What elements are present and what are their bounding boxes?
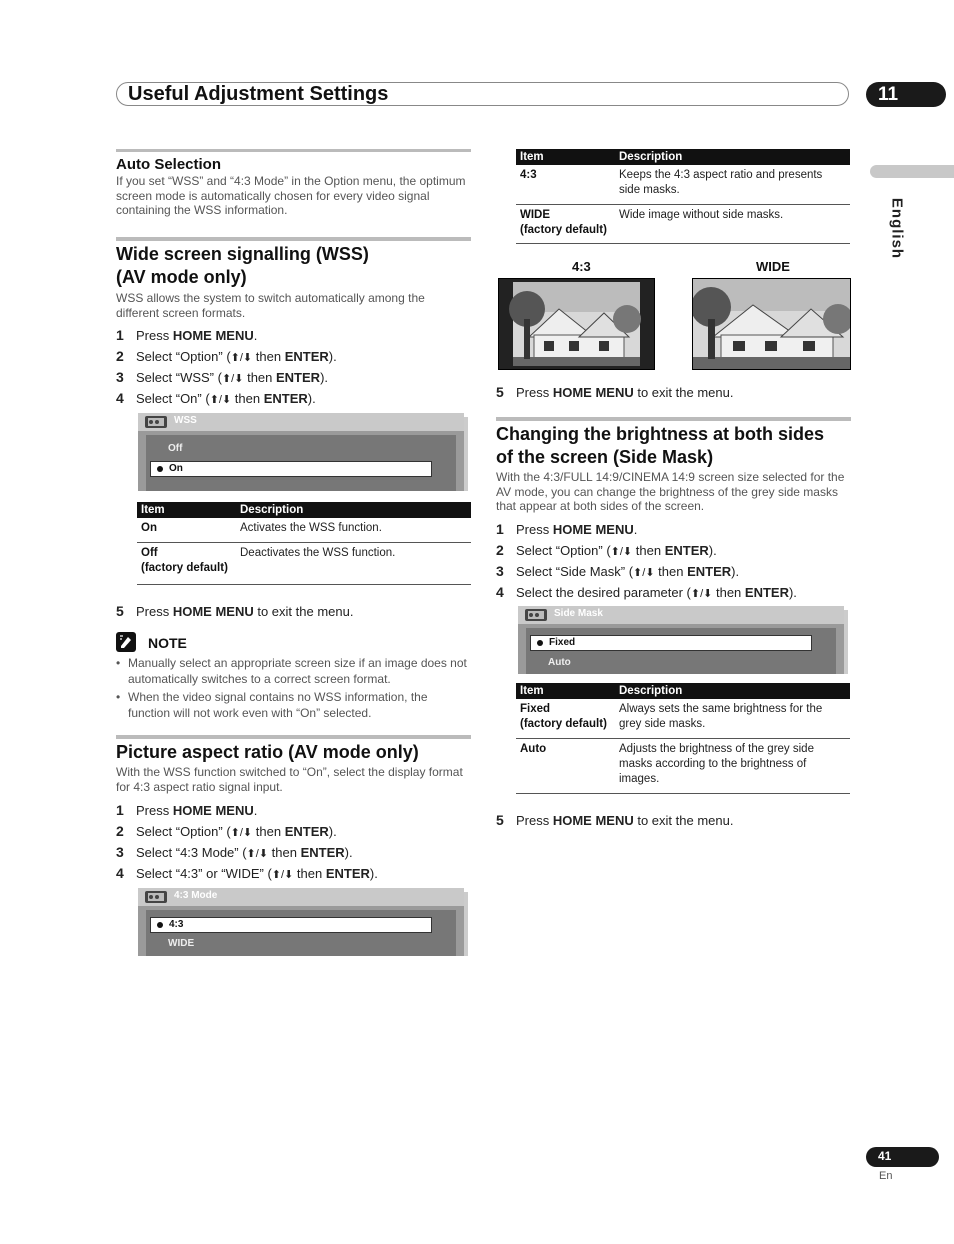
sidemask-heading-line2: of the screen (Side Mask) xyxy=(496,447,714,467)
table-item: Off xyxy=(141,547,158,559)
table-header-item: Item xyxy=(137,502,236,518)
step-text-part: ). xyxy=(320,370,329,385)
page-number: 41 xyxy=(878,1149,892,1163)
table-desc: Keeps the 4:3 aspect ratio and presents side masks. xyxy=(615,165,850,205)
step-text-part: ). xyxy=(708,543,717,558)
arrow-up-down-icon: ⬆/⬇ xyxy=(209,394,232,406)
menu-title: WSS xyxy=(174,415,197,426)
step-key: ENTER xyxy=(284,349,329,364)
step-key: HOME MENU xyxy=(172,328,254,343)
table-row xyxy=(516,165,850,205)
selected-dot-icon xyxy=(537,640,543,646)
section-rule xyxy=(116,735,471,739)
aspect-heading: Picture aspect ratio (AV mode only) xyxy=(116,742,419,762)
wss-table xyxy=(137,502,471,585)
menu-title-bar xyxy=(138,413,464,431)
step-text-part: Press xyxy=(516,813,553,828)
step-key: HOME MENU xyxy=(552,813,634,828)
chapter-number: 11 xyxy=(878,84,899,105)
wss-heading-line2: (AV mode only) xyxy=(116,267,247,287)
step-text-part: Select “Option” ( xyxy=(136,824,231,839)
menu-body xyxy=(526,628,836,674)
table-header-description: Description xyxy=(236,502,471,518)
table-desc: Activates the WSS function. xyxy=(236,518,471,543)
menu-option-on-selected[interactable] xyxy=(150,461,432,477)
menu-option-43-selected[interactable] xyxy=(150,917,432,933)
menu-option-label: On xyxy=(169,463,183,474)
step-item xyxy=(116,800,471,821)
step-key: ENTER xyxy=(744,585,789,600)
sidemask-menu xyxy=(518,606,844,674)
step-key: ENTER xyxy=(263,391,308,406)
step-item xyxy=(116,601,471,622)
step-text-part: Select “On” ( xyxy=(136,391,210,406)
tv-icon xyxy=(144,889,168,905)
table-header-item: Item xyxy=(516,683,615,699)
step-key: HOME MENU xyxy=(172,803,254,818)
step-number: 4 xyxy=(116,865,124,881)
image-label-43: 4:3 xyxy=(572,259,591,274)
table-header-description: Description xyxy=(615,683,850,699)
selected-dot-icon xyxy=(157,922,163,928)
menu-body xyxy=(146,910,456,956)
step-text-part: Press xyxy=(136,328,173,343)
wss-menu xyxy=(138,413,464,491)
aspect-steps xyxy=(116,800,471,884)
note-icon xyxy=(116,632,136,652)
arrow-up-down-icon: ⬆/⬇ xyxy=(610,546,633,558)
menu-title-bar xyxy=(518,606,844,624)
menu-shadow xyxy=(464,892,468,956)
table-item-note: (factory default) xyxy=(141,562,228,574)
step-text xyxy=(136,388,316,411)
sidemask-intro: With the 4:3/FULL 14:9/CINEMA 14:9 screen size selected for the AV mode, you can change the brightness of the grey side masks that appear at both sides of the screen. xyxy=(496,470,845,513)
step-item xyxy=(116,863,471,884)
step-number: 2 xyxy=(116,348,124,364)
step-number: 4 xyxy=(496,584,504,600)
step-text-part: Press xyxy=(516,522,553,537)
step-text-part: Select “WSS” ( xyxy=(136,370,222,385)
arrow-up-down-icon: ⬆/⬇ xyxy=(230,352,253,364)
aspect-intro: With the WSS function switched to “On”, select the display format for 4:3 aspect ratio signal input. xyxy=(116,765,463,794)
example-image-43 xyxy=(498,278,655,370)
step-number: 5 xyxy=(496,384,504,400)
section-rule xyxy=(116,149,471,152)
step-text xyxy=(516,382,733,403)
step-item xyxy=(496,810,851,831)
arrow-up-down-icon: ⬆/⬇ xyxy=(633,567,655,579)
menu-option-wide[interactable]: WIDE xyxy=(168,938,195,949)
step-text-part: Press xyxy=(516,385,553,400)
language-label: English xyxy=(888,197,906,260)
step-item xyxy=(496,582,851,603)
step-text-part: ). xyxy=(369,866,378,881)
table-desc: Always sets the same brightness for the grey side masks. xyxy=(615,699,850,739)
step-text-part: Press xyxy=(136,803,173,818)
note-list xyxy=(116,656,471,721)
step-text xyxy=(136,325,257,346)
step-number: 5 xyxy=(496,812,504,828)
step-number: 3 xyxy=(496,563,504,579)
sidemask-heading-line1: Changing the brightness at both sides xyxy=(496,424,825,444)
step-text xyxy=(136,601,353,622)
step-number: 1 xyxy=(116,802,124,818)
table-row xyxy=(516,699,850,739)
arrow-up-down-icon: ⬆/⬇ xyxy=(271,869,294,881)
step-item xyxy=(116,367,471,388)
step-text-part: Select “Side Mask” ( xyxy=(516,564,634,579)
step-text-part: ). xyxy=(731,564,740,579)
step-key: ENTER xyxy=(300,845,345,860)
table-item: WIDE xyxy=(520,209,551,221)
step-text xyxy=(516,540,717,563)
step-number: 1 xyxy=(116,327,124,343)
step-text xyxy=(516,810,733,831)
step-number: 3 xyxy=(116,369,124,385)
step-text-part: . xyxy=(253,328,258,343)
table-header-item: Item xyxy=(516,149,615,165)
step-text xyxy=(516,519,637,540)
menu-title-bar xyxy=(138,888,464,906)
step-text-part: Select “4:3 Mode” ( xyxy=(136,845,247,860)
wss-intro: WSS allows the system to switch automatically among the different screen formats. xyxy=(116,291,425,320)
step-item xyxy=(496,561,851,582)
table-row xyxy=(516,739,850,794)
step-text-part: Press xyxy=(136,604,173,619)
section-rule xyxy=(116,237,471,241)
wss-steps xyxy=(116,325,471,409)
note-item: • When the video signal contains no WSS information, the function will not work even with “On” selected. xyxy=(116,690,428,720)
menu-shadow xyxy=(464,417,468,491)
step-text xyxy=(136,800,257,821)
table-item: 4:3 xyxy=(520,169,537,181)
arrow-up-down-icon: ⬆/⬇ xyxy=(690,588,713,600)
step-text-part: then xyxy=(243,370,276,385)
step-text-part: ). xyxy=(328,824,337,839)
selected-dot-icon xyxy=(157,466,163,472)
auto-selection-body: If you set “WSS” and “4:3 Mode” in the Option menu, the optimum screen mode is automatically chosen for every video signal containing the WSS information. xyxy=(116,174,466,217)
sidemask-table xyxy=(516,683,850,794)
step-item xyxy=(116,325,471,346)
sidemask-steps xyxy=(496,519,851,603)
step-key: HOME MENU xyxy=(552,385,634,400)
table-desc: Deactivates the WSS function. xyxy=(236,543,471,585)
table-row xyxy=(516,205,850,244)
step-item xyxy=(116,842,471,863)
aspect-step-5 xyxy=(496,382,851,403)
table-item: Fixed xyxy=(520,703,551,715)
example-image-wide xyxy=(692,278,851,370)
step-item xyxy=(496,382,851,403)
menu-option-label: Fixed xyxy=(549,637,576,648)
menu-option-off[interactable]: Off xyxy=(168,443,183,454)
page-number-badge xyxy=(866,1147,939,1167)
step-text-part: ). xyxy=(328,349,337,364)
step-number: 3 xyxy=(116,844,124,860)
note-text: Manually select an appropriate screen size if an image does not automatically switches to a correct screen format. xyxy=(128,656,467,686)
step-number: 2 xyxy=(496,542,504,558)
menu-title: Side Mask xyxy=(554,608,603,619)
step-number: 4 xyxy=(116,390,124,406)
step-text xyxy=(136,346,337,369)
table-desc: Adjusts the brightness of the grey side masks according to the brightness of images. xyxy=(615,739,850,794)
step-text xyxy=(136,863,378,886)
menu-option-auto[interactable]: Auto xyxy=(548,657,571,668)
table-row xyxy=(137,518,471,543)
aspect-table xyxy=(516,149,850,244)
menu-title: 4:3 Mode xyxy=(174,890,218,901)
step-text-part: then xyxy=(654,564,688,579)
sidemask-step-5 xyxy=(496,810,851,831)
step-text xyxy=(136,821,337,844)
step-text xyxy=(516,561,739,584)
step-text-part: then xyxy=(252,349,285,364)
arrow-up-down-icon: ⬆/⬇ xyxy=(230,827,253,839)
step-text-part: Select “Option” ( xyxy=(136,349,231,364)
step-text-part: Select “4:3” or “WIDE” ( xyxy=(136,866,272,881)
table-item-note: (factory default) xyxy=(520,224,607,236)
note-label: NOTE xyxy=(148,635,187,651)
table-item: Auto xyxy=(520,743,547,755)
menu-option-fixed-selected[interactable] xyxy=(530,635,812,651)
step-text-part: then xyxy=(252,824,285,839)
auto-selection-heading: Auto Selection xyxy=(116,156,222,173)
step-item xyxy=(116,388,471,409)
wss-heading xyxy=(116,243,369,289)
table-header-description: Description xyxy=(615,149,850,165)
step-key: HOME MENU xyxy=(172,604,254,619)
page-title: Useful Adjustment Settings xyxy=(128,83,389,105)
step-text-part: then xyxy=(632,543,665,558)
step-key: ENTER xyxy=(687,564,732,579)
image-label-wide: WIDE xyxy=(756,259,790,274)
step-text-part: . xyxy=(633,522,638,537)
step-text-part: . xyxy=(253,803,258,818)
page-language: En xyxy=(879,1170,893,1182)
note-item: • Manually select an appropriate screen size if an image does not automatically switches to a correct screen format. xyxy=(116,656,467,686)
step-item xyxy=(116,821,471,842)
step-number: 5 xyxy=(116,603,124,619)
step-number: 1 xyxy=(496,521,504,537)
menu-shadow xyxy=(844,610,848,674)
step-item xyxy=(496,519,851,540)
step-text xyxy=(136,367,328,390)
step-text-part: Select the desired parameter ( xyxy=(516,585,691,600)
step-text-part: to exit the menu. xyxy=(633,813,734,828)
wss-step-5 xyxy=(116,601,471,622)
step-text-part: to exit the menu. xyxy=(253,604,354,619)
step-key: HOME MENU xyxy=(552,522,634,537)
step-text-part: ). xyxy=(344,845,353,860)
step-text-part: then xyxy=(231,391,264,406)
step-key: ENTER xyxy=(284,824,329,839)
step-text xyxy=(136,842,353,865)
step-key: ENTER xyxy=(325,866,370,881)
step-key: ENTER xyxy=(664,543,709,558)
table-desc: Wide image without side masks. xyxy=(615,205,850,244)
table-item-note: (factory default) xyxy=(520,718,607,730)
tv-icon xyxy=(524,607,548,623)
arrow-up-down-icon: ⬆/⬇ xyxy=(246,848,269,860)
step-number: 2 xyxy=(116,823,124,839)
note-text: When the video signal contains no WSS information, the function will not work even with “On” selected. xyxy=(128,690,428,720)
sidemask-heading xyxy=(496,423,824,469)
menu-option-label: 4:3 xyxy=(169,919,184,930)
step-text xyxy=(516,582,797,605)
aspect-menu xyxy=(138,888,464,956)
tv-icon xyxy=(144,414,168,430)
menu-body xyxy=(146,435,456,491)
section-rule xyxy=(496,417,851,421)
arrow-up-down-icon: ⬆/⬇ xyxy=(221,373,244,385)
step-text-part: Select “Option” ( xyxy=(516,543,611,558)
step-key: ENTER xyxy=(276,370,321,385)
step-item xyxy=(496,540,851,561)
step-text-part: then xyxy=(293,866,326,881)
step-text-part: then xyxy=(268,845,301,860)
table-item: On xyxy=(141,522,157,534)
step-text-part: to exit the menu. xyxy=(633,385,734,400)
language-tab xyxy=(870,165,954,178)
step-text-part: ). xyxy=(307,391,316,406)
table-row xyxy=(137,543,471,585)
step-text-part: then xyxy=(712,585,745,600)
step-text-part: ). xyxy=(788,585,797,600)
step-item xyxy=(116,346,471,367)
wss-heading-line1: Wide screen signalling (WSS) xyxy=(116,244,369,264)
